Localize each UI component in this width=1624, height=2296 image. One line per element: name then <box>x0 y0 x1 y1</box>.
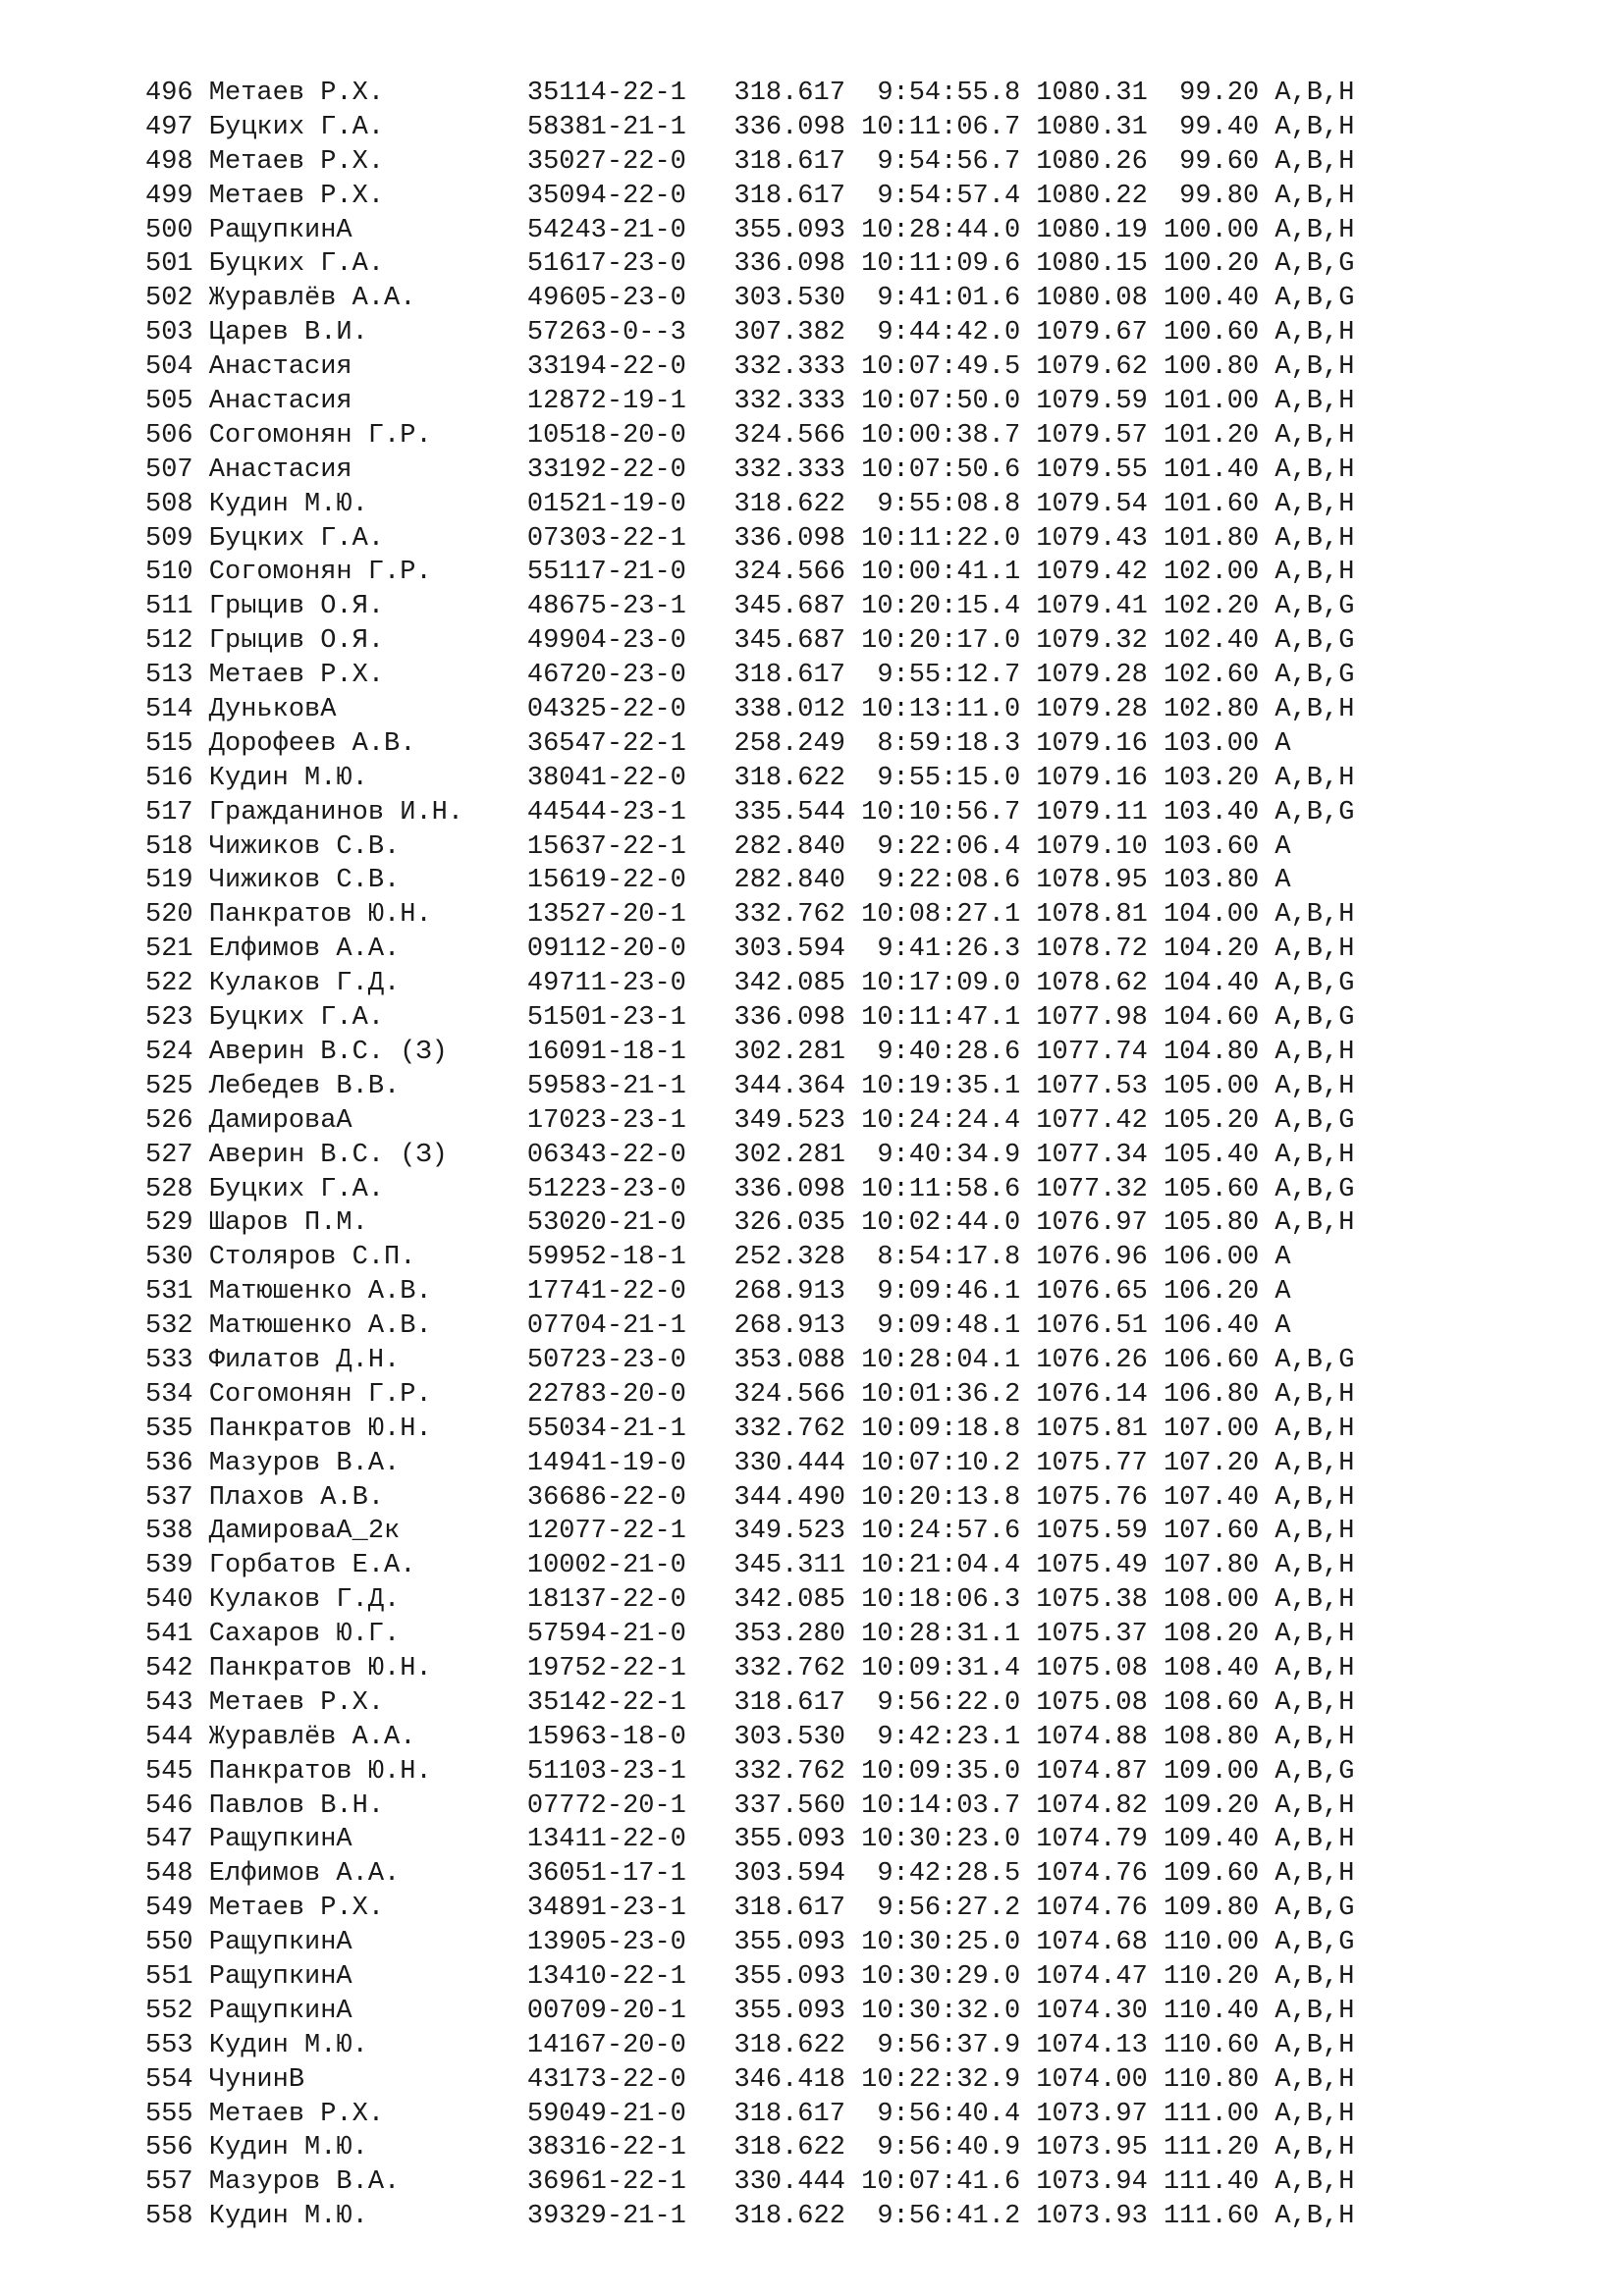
result-row: 521 Елфимов А.А. 09112-20-0 303.594 9:41:26.3 1078.72 104.20 A,B,H <box>145 934 1355 965</box>
result-row: 530 Столяров С.П. 59952-18-1 252.328 8:54:17.8 1076.96 106.00 A <box>145 1243 1291 1273</box>
result-row: 504 Анастасия 33194-22-0 332.333 10:07:49.5 1079.62 100.80 A,B,H <box>145 352 1355 383</box>
results-listing <box>145 77 1354 2234</box>
result-row: 518 Чижиков С.В. 15637-22-1 282.840 9:22:06.4 1079.10 103.60 A <box>145 831 1291 862</box>
result-row: 519 Чижиков С.В. 15619-22-0 282.840 9:22:08.6 1078.95 103.80 A <box>145 866 1291 896</box>
result-row: 499 Метаев Р.Х. 35094-22-0 318.617 9:54:57.4 1080.22 99.80 A,B,H <box>145 181 1355 211</box>
result-row: 557 Мазуров В.А. 36961-22-1 330.444 10:07:41.6 1073.94 111.40 A,B,H <box>145 2167 1355 2198</box>
result-row: 500 РащупкинА 54243-21-0 355.093 10:28:44.0 1080.19 100.00 A,B,H <box>145 215 1355 245</box>
result-row: 551 РащупкинА 13410-22-1 355.093 10:30:29.0 1074.47 110.20 A,B,H <box>145 1961 1355 1992</box>
result-row: 527 Аверин В.С. (З) 06343-22-0 302.281 9:40:34.9 1077.34 105.40 A,B,H <box>145 1140 1355 1170</box>
result-row: 529 Шаров П.М. 53020-21-0 326.035 10:02:44.0 1076.97 105.80 A,B,H <box>145 1208 1355 1239</box>
result-row: 526 ДамироваА 17023-23-1 349.523 10:24:24.4 1077.42 105.20 A,B,G <box>145 1105 1355 1136</box>
result-row: 520 Панкратов Ю.Н. 13527-20-1 332.762 10:08:27.1 1078.81 104.00 A,B,H <box>145 900 1355 931</box>
result-row: 497 Буцких Г.А. 58381-21-1 336.098 10:11:06.7 1080.31 99.40 A,B,H <box>145 112 1355 142</box>
result-row: 522 Кулаков Г.Д. 49711-23-0 342.085 10:17:09.0 1078.62 104.40 A,B,G <box>145 969 1355 999</box>
result-row: 517 Гражданинов И.Н. 44544-23-1 335.544 10:10:56.7 1079.11 103.40 A,B,G <box>145 797 1355 828</box>
result-row: 513 Метаев Р.Х. 46720-23-0 318.617 9:55:12.7 1079.28 102.60 A,B,G <box>145 661 1355 691</box>
result-row: 531 Матюшенко А.В. 17741-22-0 268.913 9:09:46.1 1076.65 106.20 A <box>145 1277 1291 1308</box>
result-row: 536 Мазуров В.А. 14941-19-0 330.444 10:07:10.2 1075.77 107.20 A,B,H <box>145 1448 1355 1478</box>
result-row: 507 Анастасия 33192-22-0 332.333 10:07:50.6 1079.55 101.40 A,B,H <box>145 454 1355 485</box>
result-row: 514 ДуньковА 04325-22-0 338.012 10:13:11.0 1079.28 102.80 A,B,H <box>145 695 1355 725</box>
result-row: 508 Кудин М.Ю. 01521-19-0 318.622 9:55:08.8 1079.54 101.60 A,B,H <box>145 489 1355 519</box>
result-row: 503 Царев В.И. 57263-0--3 307.382 9:44:42.0 1079.67 100.60 A,B,H <box>145 318 1355 348</box>
result-row: 542 Панкратов Ю.Н. 19752-22-1 332.762 10:09:31.4 1075.08 108.40 A,B,H <box>145 1653 1355 1683</box>
result-row: 541 Сахаров Ю.Г. 57594-21-0 353.280 10:28:31.1 1075.37 108.20 A,B,H <box>145 1620 1355 1650</box>
result-row: 516 Кудин М.Ю. 38041-22-0 318.622 9:55:15.0 1079.16 103.20 A,B,H <box>145 763 1355 793</box>
result-row: 506 Согомонян Г.Р. 10518-20-0 324.566 10:00:38.7 1079.57 101.20 A,B,H <box>145 420 1355 451</box>
result-row: 532 Матюшенко А.В. 07704-21-1 268.913 9:09:48.1 1076.51 106.40 A <box>145 1311 1291 1342</box>
result-row: 545 Панкратов Ю.Н. 51103-23-1 332.762 10:09:35.0 1074.87 109.00 A,B,G <box>145 1756 1355 1787</box>
result-row: 515 Дорофеев А.В. 36547-22-1 258.249 8:59:18.3 1079.16 103.00 A <box>145 728 1291 759</box>
result-row: 549 Метаев Р.Х. 34891-23-1 318.617 9:56:27.2 1074.76 109.80 A,B,G <box>145 1894 1355 1924</box>
result-row: 528 Буцких Г.А. 51223-23-0 336.098 10:11:58.6 1077.32 105.60 A,B,G <box>145 1174 1355 1204</box>
result-row: 524 Аверин В.С. (З) 16091-18-1 302.281 9:40:28.6 1077.74 104.80 A,B,H <box>145 1037 1355 1067</box>
result-row: 556 Кудин М.Ю. 38316-22-1 318.622 9:56:40.9 1073.95 111.20 A,B,H <box>145 2133 1355 2163</box>
result-row: 535 Панкратов Ю.Н. 55034-21-1 332.762 10:09:18.8 1075.81 107.00 A,B,H <box>145 1414 1355 1444</box>
result-row: 554 ЧунинВ 43173-22-0 346.418 10:22:32.9 1074.00 110.80 A,B,H <box>145 2064 1355 2095</box>
result-row: 510 Согомонян Г.Р. 55117-21-0 324.566 10:00:41.1 1079.42 102.00 A,B,H <box>145 558 1355 588</box>
result-row: 505 Анастасия 12872-19-1 332.333 10:07:50.0 1079.59 101.00 A,B,H <box>145 387 1355 417</box>
result-row: 538 ДамироваА_2к 12077-22-1 349.523 10:24:57.6 1075.59 107.60 A,B,H <box>145 1517 1355 1547</box>
result-row: 501 Буцких Г.А. 51617-23-0 336.098 10:11:09.6 1080.15 100.20 A,B,G <box>145 249 1355 280</box>
result-row: 546 Павлов В.Н. 07772-20-1 337.560 10:14:03.7 1074.82 109.20 A,B,H <box>145 1790 1355 1821</box>
result-row: 534 Согомонян Г.Р. 22783-20-0 324.566 10:01:36.2 1076.14 106.80 A,B,H <box>145 1379 1355 1410</box>
result-row: 539 Горбатов Е.А. 10002-21-0 345.311 10:21:04.4 1075.49 107.80 A,B,H <box>145 1551 1355 1581</box>
result-row: 496 Метаев Р.Х. 35114-22-1 318.617 9:54:55.8 1080.31 99.20 A,B,H <box>145 79 1355 108</box>
result-row: 523 Буцких Г.А. 51501-23-1 336.098 10:11:47.1 1077.98 104.60 A,B,G <box>145 1003 1355 1034</box>
result-row: 555 Метаев Р.Х. 59049-21-0 318.617 9:56:40.4 1073.97 111.00 A,B,H <box>145 2099 1355 2129</box>
result-row: 548 Елфимов А.А. 36051-17-1 303.594 9:42:28.5 1074.76 109.60 A,B,H <box>145 1859 1355 1890</box>
result-row: 558 Кудин М.Ю. 39329-21-1 318.622 9:56:41.2 1073.93 111.60 A,B,H <box>145 2202 1355 2232</box>
result-row: 533 Филатов Д.Н. 50723-23-0 353.088 10:28:04.1 1076.26 106.60 A,B,G <box>145 1345 1355 1375</box>
result-row: 502 Журавлёв А.А. 49605-23-0 303.530 9:41:01.6 1080.08 100.40 A,B,G <box>145 284 1355 314</box>
result-row: 543 Метаев Р.Х. 35142-22-1 318.617 9:56:22.0 1075.08 108.60 A,B,H <box>145 1687 1355 1718</box>
result-row: 512 Грыцив О.Я. 49904-23-0 345.687 10:20:17.0 1079.32 102.40 A,B,G <box>145 626 1355 657</box>
result-row: 540 Кулаков Г.Д. 18137-22-0 342.085 10:18:06.3 1075.38 108.00 A,B,H <box>145 1585 1355 1616</box>
result-row: 553 Кудин М.Ю. 14167-20-0 318.622 9:56:37.9 1074.13 110.60 A,B,H <box>145 2030 1355 2060</box>
result-row: 544 Журавлёв А.А. 15963-18-0 303.530 9:42:23.1 1074.88 108.80 A,B,H <box>145 1722 1355 1752</box>
result-row: 511 Грыцив О.Я. 48675-23-1 345.687 10:20:15.4 1079.41 102.20 A,B,G <box>145 592 1355 622</box>
result-row: 547 РащупкинА 13411-22-0 355.093 10:30:23.0 1074.79 109.40 A,B,H <box>145 1825 1355 1855</box>
result-row: 525 Лебедев В.В. 59583-21-1 344.364 10:19:35.1 1077.53 105.00 A,B,H <box>145 1071 1355 1101</box>
result-row: 552 РащупкинА 00709-20-1 355.093 10:30:32.0 1074.30 110.40 A,B,H <box>145 1996 1355 2026</box>
result-row: 537 Плахов А.В. 36686-22-0 344.490 10:20:13.8 1075.76 107.40 A,B,H <box>145 1482 1355 1513</box>
result-row: 498 Метаев Р.Х. 35027-22-0 318.617 9:54:56.7 1080.26 99.60 A,B,H <box>145 146 1355 177</box>
result-row: 550 РащупкинА 13905-23-0 355.093 10:30:25.0 1074.68 110.00 A,B,G <box>145 1928 1355 1958</box>
result-row: 509 Буцких Г.А. 07303-22-1 336.098 10:11:22.0 1079.43 101.80 A,B,H <box>145 523 1355 554</box>
